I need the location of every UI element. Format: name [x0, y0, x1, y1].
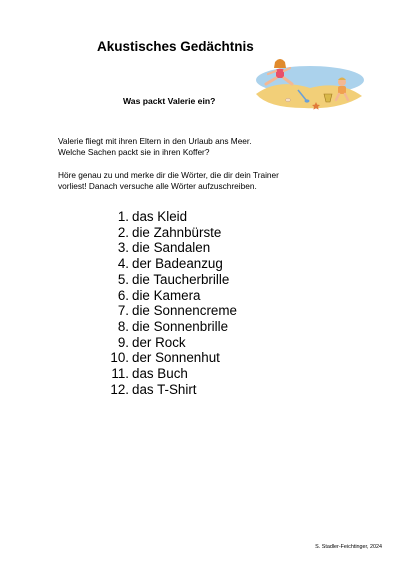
page-title: Akustisches Gedächtnis — [97, 39, 254, 54]
instruction-paragraph — [58, 170, 279, 192]
instruction-line: Höre genau zu und merke dir die Wörter, die dir dein Trainer — [58, 170, 279, 180]
list-item — [100, 240, 237, 256]
item-number: 3. — [117, 240, 129, 256]
item-word: die Sonnencreme — [132, 303, 237, 319]
item-number: 8. — [117, 318, 129, 334]
item-number: 6. — [117, 287, 129, 303]
intro-line: Welche Sachen packt sie in ihren Koffer? — [58, 147, 210, 158]
item-word: die Taucherbrille — [132, 271, 230, 287]
beach-illustration — [248, 54, 366, 110]
list-item — [100, 350, 237, 366]
list-item — [100, 225, 237, 241]
shell-icon — [286, 98, 291, 101]
intro-paragraph — [58, 136, 252, 158]
item-number: 1. — [117, 209, 129, 224]
item-number: 12. — [110, 381, 129, 397]
item-number: 4. — [117, 256, 129, 272]
instruction-line: vorliest! Danach versuche alle Wörter aufzuschreiben. — [58, 181, 257, 192]
item-word: die Sandalen — [132, 240, 211, 256]
list-item — [100, 209, 237, 225]
list-item — [100, 382, 237, 398]
intro-line: Valerie fliegt mit ihren Eltern in den Urlaub ans Meer. — [58, 136, 252, 146]
item-number: 2. — [117, 224, 129, 240]
item-number: 11. — [111, 366, 129, 382]
item-number: 7. — [117, 303, 129, 319]
list-item — [100, 319, 237, 335]
word-list — [100, 209, 237, 397]
item-word: das Buch — [132, 366, 188, 382]
item-word: die Zahnbürste — [132, 224, 222, 240]
item-word: das T-Shirt — [132, 381, 197, 397]
item-number: 10. — [110, 350, 129, 366]
list-item — [100, 256, 237, 272]
item-number: 9. — [117, 334, 129, 350]
item-word: der Badeanzug — [132, 256, 223, 272]
item-word: der Rock — [132, 334, 186, 350]
list-item — [100, 303, 237, 319]
item-word: die Kamera — [132, 287, 201, 303]
subtitle: Was packt Valerie ein? — [123, 96, 216, 106]
item-number: 5. — [117, 271, 129, 287]
list-item — [100, 366, 237, 382]
list-item — [100, 288, 237, 304]
item-word: die Sonnenbrille — [132, 318, 229, 334]
item-word: der Sonnenhut — [132, 350, 220, 366]
list-item — [100, 272, 237, 288]
item-word: das Kleid — [132, 209, 188, 224]
list-item — [100, 335, 237, 351]
footer-credit: S. Stadler-Feichtinger, 2024 — [315, 544, 382, 550]
